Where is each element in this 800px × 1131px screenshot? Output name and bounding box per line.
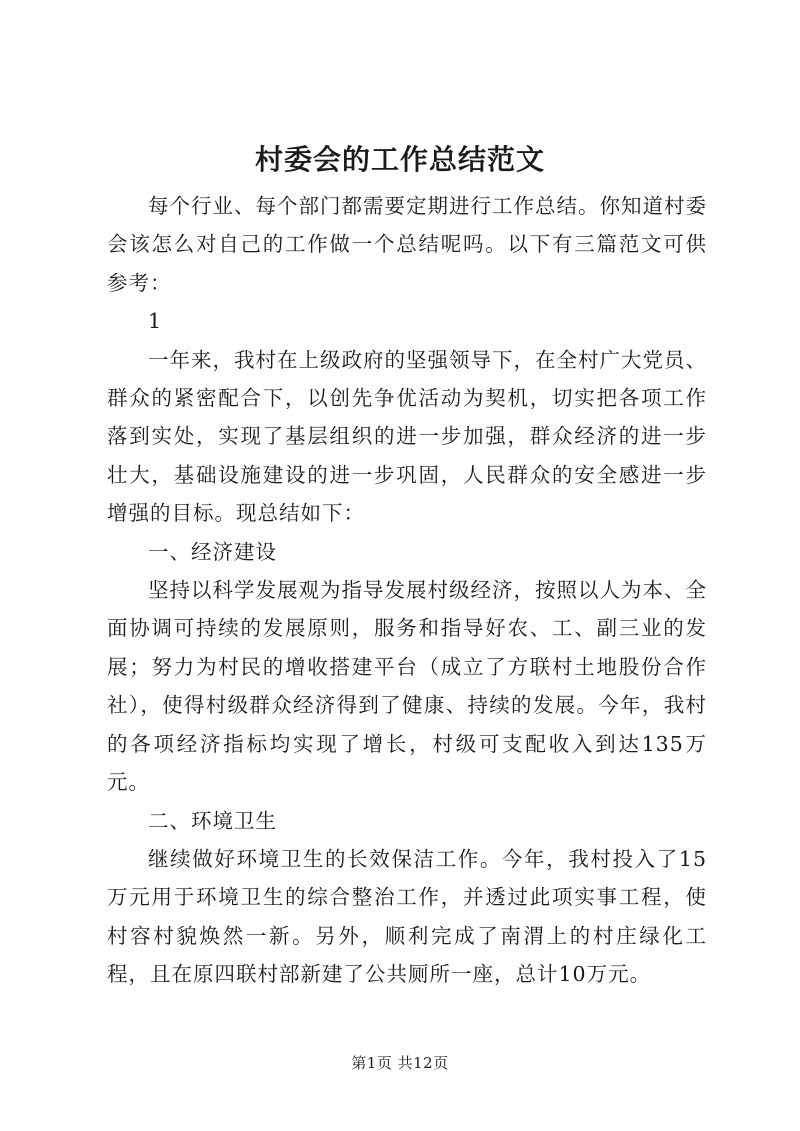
paragraph-environment: 继续做好环境卫生的长效保洁工作。今年，我村投入了15万元用于环境卫生的综合整治工作，并透过此项实事工程，使村容村貌焕然一新。另外，顺利完成了南渭上的村庄绿化工程，且在原四联村部新建了公共厕所一座，总计10万元。 [107, 846, 707, 987]
heading-environment: 二、环境卫生 [148, 808, 277, 833]
paragraph-economy: 坚持以科学发展观为指导发展村级经济，按照以人为本、全面协调可持续的发展原则，服务和指导好农、工、副三业的发展；努力为村民的增收搭建平台（成立了方联村土地股份合作社），使得村级群众经济得到了健康、持续的发展。今年，我村的各项经济指标均实现了增长，村级可支配收入到达135万元。 [107, 578, 707, 795]
document-title: 村委会的工作总结范文 [254, 143, 545, 176]
section-number: 1 [148, 309, 163, 334]
paragraph-intro: 每个行业、每个部门都需要定期进行工作总结。你知道村委会该怎么对自己的工作做一个总结呢吗。以下有三篇范文可供参考： [107, 194, 707, 295]
page-footer: 第1页 共12页 [351, 1054, 449, 1072]
heading-economy: 一、经济建设 [148, 539, 277, 564]
paragraph-overview: 一年来，我村在上级政府的坚强领导下，在全村广大党员、群众的紧密配合下，以创先争优活动为契机，切实把各项工作落到实处，实现了基层组织的进一步加强，群众经济的进一步壮大，基础设施建设的进一步巩固，人民群众的安全感进一步增强的目标。现总结如下： [107, 347, 707, 526]
document-body [107, 187, 707, 994]
